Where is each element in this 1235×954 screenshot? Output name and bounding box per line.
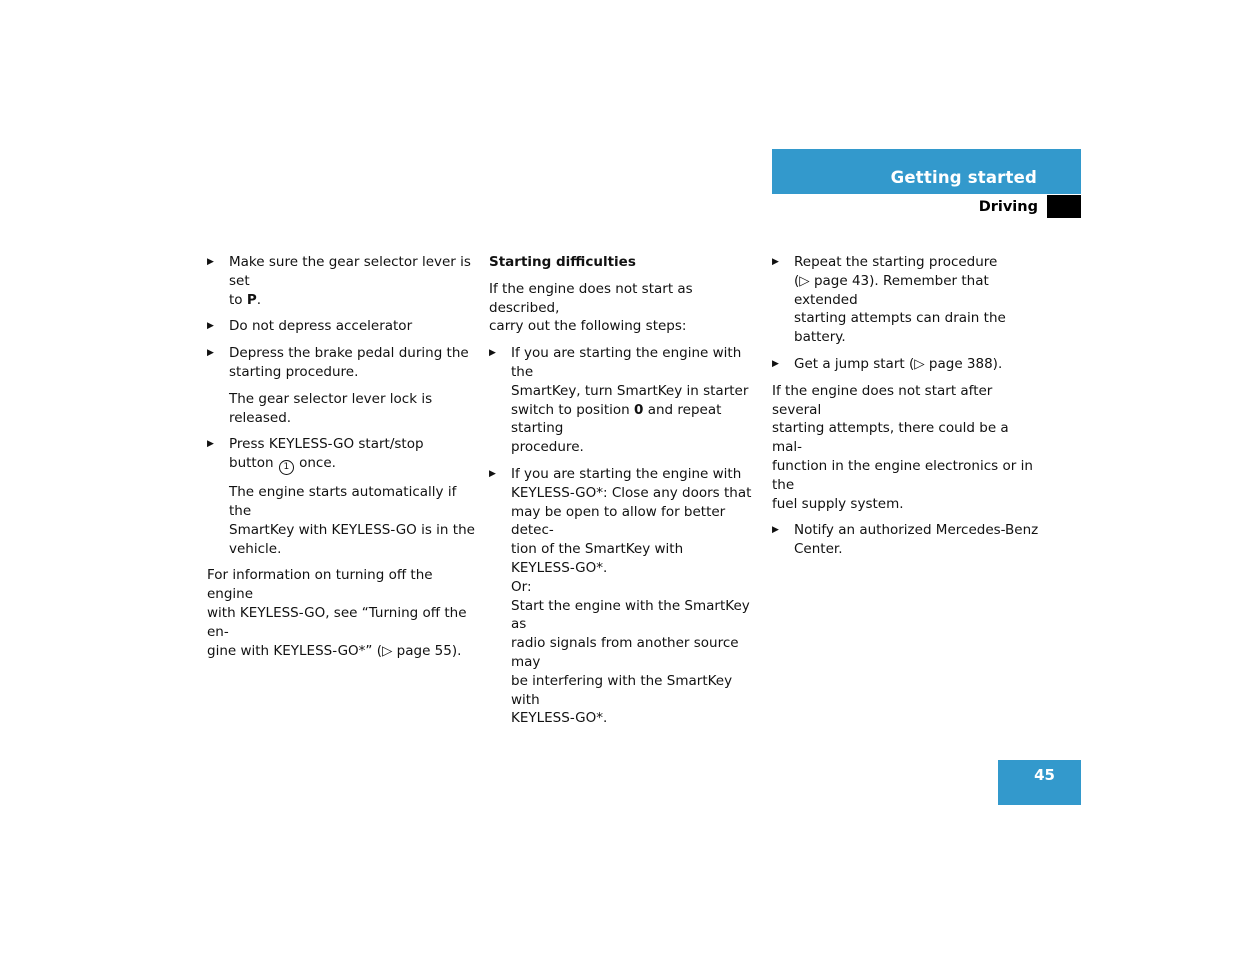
section-header-bar — [772, 149, 1081, 194]
bullet-accelerator: ▶ Do not depress accelerator — [207, 317, 475, 336]
column-3 — [772, 253, 1042, 567]
heading-starting-difficulties: Starting difficulties — [489, 254, 636, 270]
bullet-brake-pedal: ▶ Depress the brake pedal during the starting procedure. — [207, 344, 475, 382]
subsection-marker — [1047, 195, 1081, 218]
bullet-repeat-procedure: ▶ Repeat the starting procedure (▷ page 43). Remember that extended starting attempts can drain the battery. — [772, 253, 1042, 347]
section-title: Getting started — [890, 168, 1037, 187]
note-engine-starts: The engine starts automatically if the SmartKey with KEYLESS-GO is in the vehicle. — [229, 484, 475, 557]
subsection-title: Driving — [978, 199, 1038, 215]
paragraph-intro: If the engine does not start as described, carry out the following steps: — [489, 280, 693, 335]
page-number-box — [998, 760, 1081, 805]
callout-number-icon: 1 — [279, 460, 294, 475]
bullet-keyless-go: ▶ If you are starting the engine with KEYLESS-GO*: Close any doors that may be open to allow for better detec- tion of the SmartKey with KEYLESS-GO*. Or: Start the engine with the SmartKey as radio signals from another source may be interfering with the SmartKey with KEYLESS-GO*. — [489, 465, 755, 728]
paragraph-turning-off: For information on turning off the engine with KEYLESS-GO, see “Turning off the en- gine with KEYLESS-GO*” (▷ page 55). — [207, 567, 467, 659]
bullet-keyless-go-button: ▶ Press KEYLESS-GO start/stop button 1 once. — [207, 435, 475, 475]
bullet-jump-start: ▶ Get a jump start (▷ page 388). — [772, 355, 1042, 374]
bullet-smartkey: ▶ If you are starting the engine with the SmartKey, turn SmartKey in starter switch to position 0 and repeat starting procedure. — [489, 344, 755, 457]
page-number: 45 — [1034, 766, 1055, 784]
bullet-gear-selector: ▶ Make sure the gear selector lever is set to P. — [207, 253, 475, 309]
column-2 — [489, 253, 755, 736]
paragraph-malfunction: If the engine does not start after several starting attempts, there could be a mal- function in the engine electronics or in the fuel supply system. — [772, 382, 1033, 512]
bullet-notify-center: ▶ Notify an authorized Mercedes-Benz Center. — [772, 521, 1042, 559]
note-lever-lock: The gear selector lever lock is released. — [229, 390, 433, 426]
column-1 — [207, 253, 475, 668]
